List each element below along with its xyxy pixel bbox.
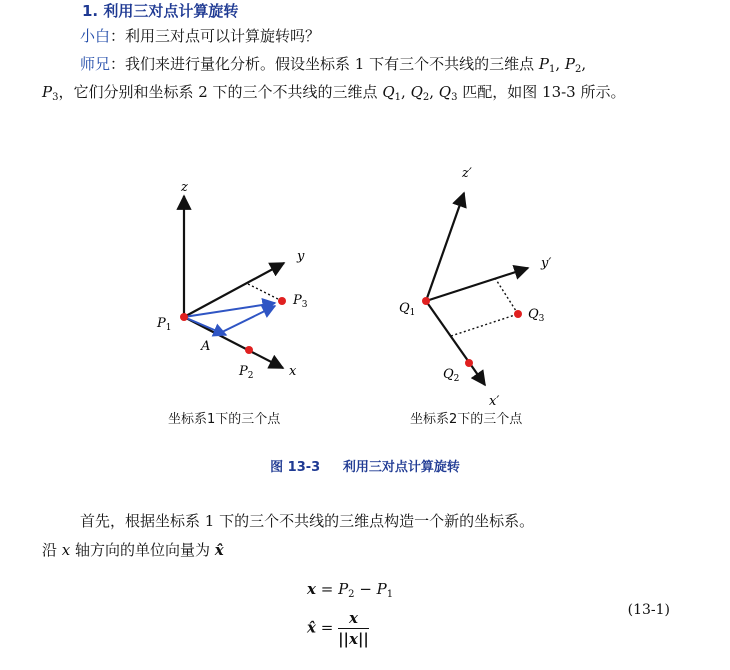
- math-q3-sub: 3: [451, 92, 458, 103]
- eq1-lhs: x: [307, 580, 316, 598]
- equation-1: [307, 580, 393, 600]
- right-subcaption: 坐标系2下的三个点: [410, 412, 523, 427]
- label-x: x: [289, 364, 297, 379]
- right-dotted-b: [451, 314, 518, 336]
- label-p3: $P_3$: [293, 293, 308, 310]
- dialogue-shixiong: 师兄：我们来进行量化分析。假设坐标系 1 下有三个不共线的三维点 $P_1$, $P_2$,: [80, 55, 587, 75]
- math-xhat: x̂: [214, 541, 224, 559]
- shixiong-text-a: ：我们来进行量化分析。假设坐标系 1 下有三个不共线的三维点: [110, 55, 539, 73]
- math-p1: P: [538, 55, 549, 73]
- label-x-prime: x′: [489, 394, 500, 409]
- eq2-lhs: x̂: [307, 618, 316, 637]
- math-p2: P: [564, 55, 575, 73]
- point-q1: [422, 297, 430, 305]
- math-q1: Q: [382, 83, 395, 101]
- label-y: y: [297, 249, 305, 264]
- dialogue-shixiong-cont: $P_3$，它们分别和坐标系 2 下的三个不共线的三维点 $Q_1$, $Q_2$, $Q_3$ 匹配，如图 13-3 所示。: [42, 83, 626, 103]
- label-y-prime: y′: [541, 256, 552, 271]
- left-dotted-proj: [248, 284, 282, 301]
- left-subcaption: 坐标系1下的三个点: [168, 412, 281, 427]
- body-line-2-a: 沿: [42, 541, 62, 559]
- right-x-axis: [426, 301, 485, 385]
- body-line-2-b: 轴方向的单位向量为: [70, 541, 215, 559]
- eq1-rhs: = P: [320, 580, 349, 598]
- eq2-denominator: ||x||: [338, 630, 369, 648]
- point-p3: [278, 297, 286, 305]
- left-frame: [156, 180, 308, 381]
- eq2-numerator: x: [338, 608, 369, 629]
- label-q2: $Q_2$: [443, 367, 460, 384]
- right-frame: [399, 166, 551, 409]
- right-z-axis: [426, 193, 464, 301]
- eq2-equals: =: [320, 618, 334, 637]
- math-p3: P: [42, 83, 53, 101]
- math-q2: Q: [410, 83, 423, 101]
- eq1-sub2: 1: [386, 589, 394, 600]
- section-title: 1. 利用三对点计算旋转: [82, 2, 239, 20]
- xiaobai-question: ：利用三对点可以计算旋转吗？: [110, 27, 321, 45]
- equation-number: (13-1): [627, 602, 670, 618]
- speaker-shixiong: 师兄: [80, 55, 111, 73]
- point-p1: [180, 313, 188, 321]
- speaker-xiaobai: 小白: [80, 27, 111, 45]
- label-z: z: [181, 180, 188, 195]
- right-dotted-a: [495, 278, 518, 314]
- shixiong-text-c: 匹配，如图 13-3 所示。: [457, 83, 626, 101]
- eq1-mid: − P: [354, 580, 387, 598]
- point-q2: [465, 359, 473, 367]
- math-p2-sub: 2: [574, 64, 582, 75]
- body-line-1: 首先，根据坐标系 1 下的三个不共线的三维点构造一个新的坐标系。: [80, 512, 535, 530]
- math-p3-sub: 3: [52, 92, 59, 103]
- math-q3: Q: [438, 83, 452, 101]
- math-p1-sub: 1: [548, 64, 556, 75]
- figure-caption: 图 13-3 利用三对点计算旋转: [270, 460, 460, 475]
- point-p2: [245, 346, 253, 354]
- right-y-axis: [426, 268, 528, 301]
- label-p1: $P_1$: [157, 316, 172, 333]
- body-line-2: [42, 536, 682, 564]
- point-q3: [514, 310, 522, 318]
- eq1-sub1: 2: [348, 589, 355, 600]
- label-q1: $Q_1$: [399, 301, 416, 318]
- math-q1-sub: 1: [394, 92, 402, 103]
- label-z-prime: z′: [462, 166, 472, 181]
- eq2-fraction: [338, 608, 369, 649]
- label-a: A: [201, 339, 211, 354]
- label-q3: $Q_3$: [528, 307, 545, 324]
- math-x: x: [61, 541, 71, 559]
- equation-2: [307, 608, 369, 649]
- left-x-axis: [184, 317, 283, 368]
- math-q2-sub: 2: [422, 92, 430, 103]
- shixiong-text-b: ，它们分别和坐标系 2 下的三个不共线的三维点: [58, 83, 383, 101]
- label-p2: $P_2$: [239, 364, 254, 381]
